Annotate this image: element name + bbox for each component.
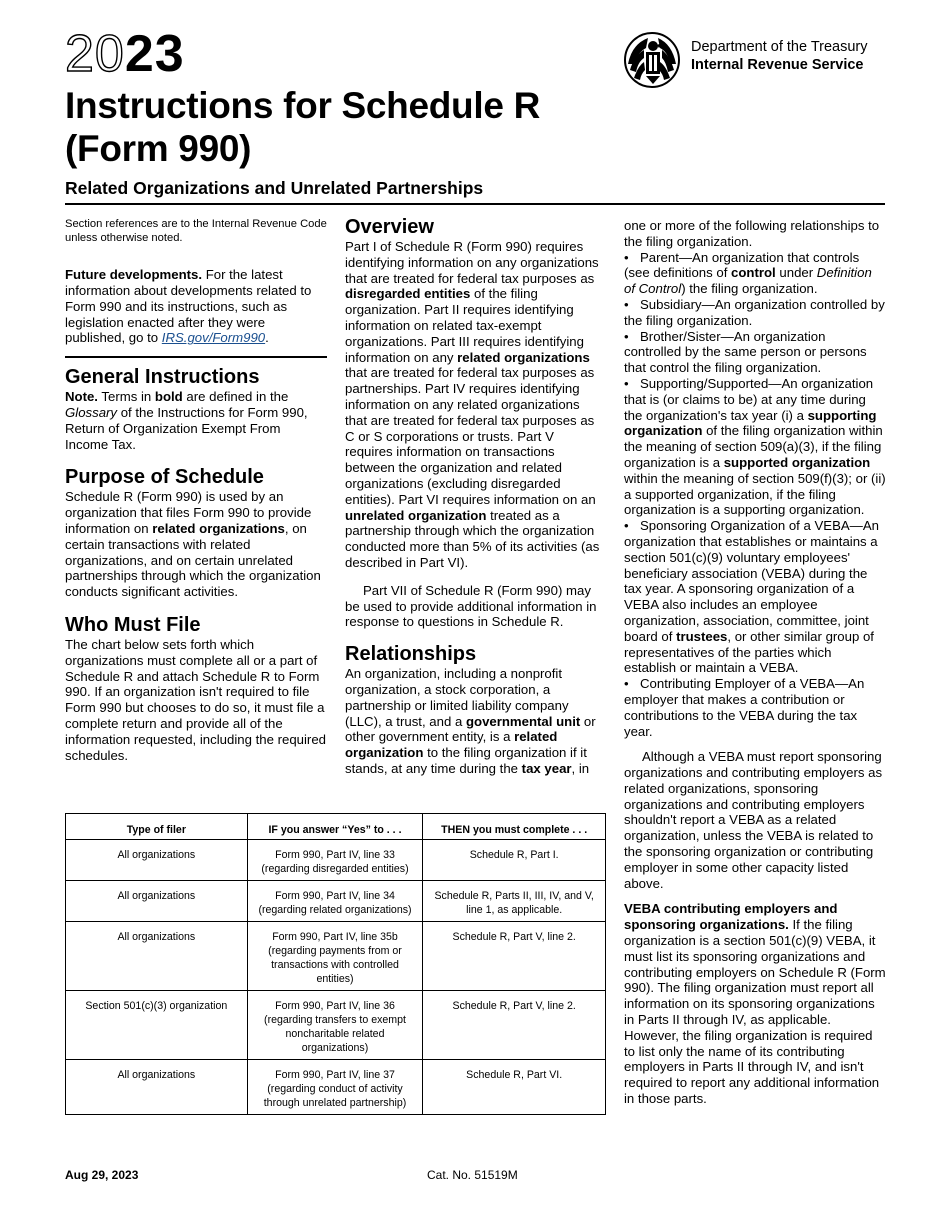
who-must-file-table <box>65 813 606 1115</box>
sup-t2: of the filing organization within the meaning of section 509(a)(3), if the filing organization is a <box>624 423 883 470</box>
sup-t1: Supporting/Supported—An organization that is (or claims to be) at any time during the organization's tax year (i) a <box>624 375 874 423</box>
table-cell: All organizations <box>66 922 248 991</box>
future-developments <box>65 267 327 346</box>
note-paragraph <box>65 389 327 452</box>
rel-t4: , in <box>571 760 590 776</box>
table-row <box>66 922 606 991</box>
rel-b2: related organization <box>345 729 558 761</box>
bullet-parent <box>624 250 886 297</box>
parent-i: Definition of Control <box>624 265 872 297</box>
column-right <box>624 218 886 1107</box>
header-type-of-filer: Type of filer <box>66 814 248 840</box>
rel-t1: An organization, including a nonprofit organization, a stock corporation, a partnership or limited liability company (LLC), a trust, and a <box>345 666 569 729</box>
section-rule <box>65 356 327 358</box>
future-end: . <box>265 330 269 346</box>
table-cell: Section 501(c)(3) organization <box>66 991 248 1060</box>
relationships-heading: Relationships <box>345 643 477 666</box>
table-cell: Schedule R, Part VI. <box>423 1060 606 1115</box>
purpose-t1: Schedule R (Form 990) is used by an organization that files Form 990 to provide information on <box>65 489 312 536</box>
table-row <box>66 991 606 1060</box>
future-head: Future developments. <box>65 267 203 283</box>
table-cell: Schedule R, Part V, line 2. <box>423 922 606 991</box>
catalog-number: Cat. No. 51519M <box>427 1168 518 1182</box>
veba-text: If the filing organization is a section 501(c)(9) VEBA, it must list its sponsoring organizations and contributing employers on Schedule R (Form 990). The filing organization must report all information on its sponsoring organizations in Parts II through IV, as applicable. However, the filing organization is required to list only the name of its contributing employers in Parts II through IV, and isn't required to report any additional information in those parts. <box>624 917 886 1107</box>
parent-b: control <box>731 265 776 281</box>
table-cell: Schedule R, Part I. <box>423 840 606 881</box>
ov-t4: treated as a partnership through which the organization conducted more than 5% of its activities (as described in Part VI). <box>345 507 600 570</box>
note-glossary: Glossary <box>65 404 118 420</box>
who-must-file-heading: Who Must File <box>65 613 201 636</box>
year-outline: 20 <box>65 25 125 83</box>
table-row <box>66 881 606 922</box>
ov-b3: unrelated organization <box>345 507 487 523</box>
table-cell: Form 990, Part IV, line 33 (regarding disregarded entities) <box>247 840 423 881</box>
rel-t3: to the filing organization if it stands, at any time during the <box>345 745 587 776</box>
purpose-heading: Purpose of Schedule <box>65 466 264 489</box>
table-cell: Form 990, Part IV, line 36 (regarding transfers to exempt noncharitable related organizations) <box>247 991 423 1060</box>
veba-paragraph <box>624 901 886 1106</box>
relationships-paragraph <box>345 666 603 777</box>
overview-paragraph <box>345 239 603 571</box>
purpose-bold: related organizations <box>152 520 285 536</box>
dept-line-1: Department of the Treasury <box>691 39 868 55</box>
although-paragraph: Although a VEBA must report sponsoring organizations and contributing employers as related organizations, sponsoring organizations and contributing employers shouldn't report a VEBA as a related organization, unless the VEBA is related to the sponsoring organization or contributing employer in some other capacity listed above. <box>624 749 883 891</box>
table-cell: Form 990, Part IV, line 37 (regarding conduct of activity through unrelated partnership) <box>247 1060 423 1115</box>
year-heading <box>65 26 185 82</box>
rel-b1: governmental unit <box>465 713 581 729</box>
table-cell: Schedule R, Part V, line 2. <box>423 991 606 1060</box>
note-t3: of the Instructions for Form 990, Return of Organization Exempt From Income Tax. <box>65 404 308 452</box>
part-vii-paragraph: Part VII of Schedule R (Form 990) may be used to provide additional information in response to questions in Schedule R. <box>345 582 597 630</box>
table-cell: Schedule R, Parts II, III, IV, and V, line 1, as applicable. <box>423 881 606 922</box>
spon-b: trustees <box>676 628 728 644</box>
note-t2: are defined in the <box>182 389 289 405</box>
parent-t2: under <box>775 265 817 281</box>
bullet-supporting-supported <box>624 376 886 518</box>
bullet-sponsoring-organization <box>624 518 886 676</box>
table-cell: All organizations <box>66 840 248 881</box>
table-cell: Form 990, Part IV, line 34 (regarding related organizations) <box>247 881 423 922</box>
year-solid: 23 <box>124 25 185 83</box>
section-references: Section references are to the Internal Revenue Code unless otherwise noted. <box>65 218 327 244</box>
sup-t3: within the meaning of section 509(f)(3); or (ii) a supported organization, if the filing organization is a supporting organization. <box>624 470 886 518</box>
parent-t3: ) the filing organization. <box>681 281 818 297</box>
table-cell: All organizations <box>66 1060 248 1115</box>
revision-date: Aug 29, 2023 <box>65 1168 139 1182</box>
note-t1: Terms in <box>97 389 155 405</box>
spon-t1: Sponsoring Organization of a VEBA—An organization that establishes or maintains a section 501(c)(9) voluntary employees' beneficiary association (VEBA) during the tax year. A sponsoring organization of a VEBA also includes an employee organization, association, committee, joint board of <box>624 518 879 644</box>
irs-form990-link[interactable]: IRS.gov/Form990 <box>161 330 266 346</box>
ov-b2: related organizations <box>457 349 590 365</box>
who-must-file-paragraph: The chart below sets forth which organizations must complete all or a part of Schedule R and attach Schedule R to Form 990. If an organization isn't required to file Form 990 but chooses to do so, it must file a complete return and provide all of the information requested, including the required schedules. <box>65 636 326 763</box>
header-then-complete: THEN you must complete . . . <box>423 814 606 840</box>
sup-b1: supporting organization <box>624 407 877 439</box>
parent-t1: Parent—An organization that controls (see definitions of <box>624 249 860 281</box>
veba-head: VEBA contributing employers and sponsoring organizations. <box>624 901 838 933</box>
purpose-paragraph <box>65 489 327 600</box>
title-line-2: (Form 990) <box>65 128 252 169</box>
note-head: Note. <box>65 389 98 405</box>
ov-t3: that are treated for federal tax purposes as partnerships. Part IV requires identifying information on any related organizations that are treated for federal tax purposes as C or S corporations or trusts. Part V requires information on transactions between the organization and related organizations (excluding disregarded entities). Part VI requires information on an <box>345 365 596 507</box>
ov-t2: of the filing organization. Part II requires identifying information on related tax-exempt organizations. Part III requires identifying information on any <box>345 286 584 365</box>
sup-b2: supported organization <box>723 454 871 470</box>
overview-heading: Overview <box>345 216 434 238</box>
bullet-subsidiary: • Subsidiary—An organization controlled by the filing organization. <box>624 297 886 329</box>
rel-t2: or other government entity, is a <box>345 713 596 745</box>
ov-t1: Part I of Schedule R (Form 990) requires identifying information on any organizations that are treated for federal tax purposes as <box>345 239 599 286</box>
dept-line-2: Internal Revenue Service <box>691 57 864 73</box>
agency-block <box>691 38 868 74</box>
note-bold: bold <box>154 389 183 405</box>
spon-t2: , or other similar group of representatives of the parties which establish or maintain a VEBA. <box>624 628 874 676</box>
page-title <box>65 84 540 170</box>
header-rule <box>65 203 885 205</box>
bullet-contributing-employer: • Contributing Employer of a VEBA—An employer that makes a contribution or contributions to the VEBA during the tax year. <box>624 676 886 739</box>
table-header-row <box>66 814 606 840</box>
column-middle <box>345 215 603 777</box>
column-left <box>65 218 327 763</box>
ov-b1: disregarded entities <box>345 286 471 302</box>
table-cell: Form 990, Part IV, line 35b (regarding payments from or transactions with controlled entities) <box>247 922 423 991</box>
table-row <box>66 1060 606 1115</box>
header-if-yes: IF you answer “Yes” to . . . <box>247 814 423 840</box>
bullet-brother-sister: • Brother/Sister—An organization controlled by the same person or persons that control the filing organization. <box>624 329 886 376</box>
table-cell: All organizations <box>66 881 248 922</box>
title-line-1: Instructions for Schedule R <box>65 85 541 126</box>
table-row <box>66 840 606 881</box>
irs-eagle-logo-icon <box>622 30 686 88</box>
relationships-continued: one or more of the following relationships to the filing organization. <box>624 218 880 249</box>
rel-b3: tax year <box>521 760 572 776</box>
future-text: For the latest information about developments related to Form 990 and its instructions, such as legislation enacted after they were published, go to <box>65 267 312 346</box>
general-instructions-heading: General Instructions <box>65 366 260 389</box>
purpose-t2: , on certain transactions with related organizations, and on certain unrelated partnerships through which the organization conducts significant activities. <box>65 520 321 600</box>
page-subtitle: Related Organizations and Unrelated Partnerships <box>65 178 484 198</box>
